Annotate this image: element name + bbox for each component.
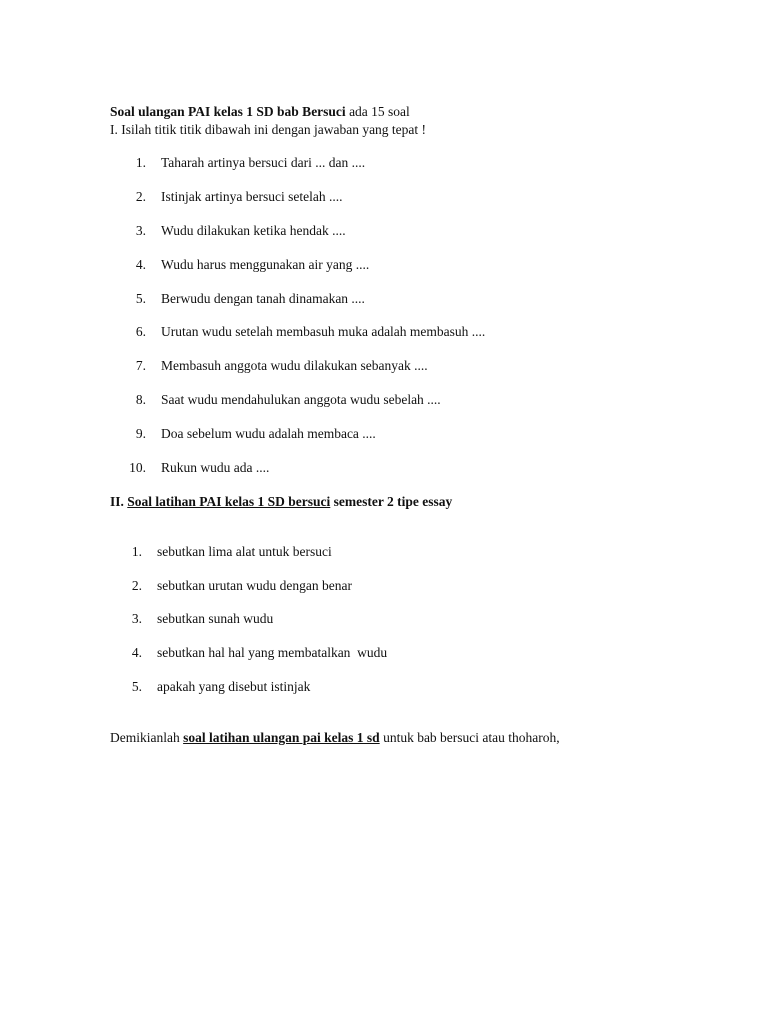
list-item-number: 1. (135, 155, 146, 170)
list-item-text: apakah yang disebut istinjak (157, 679, 311, 694)
list-item-text: sebutkan hal hal yang membatalkan wudu (157, 645, 388, 660)
list-item-number: 6. (135, 324, 146, 339)
closing-suffix: untuk bab bersuci atau thoharoh, (379, 730, 560, 745)
list-item-text: Urutan wudu setelah membasuh muka adalah membasuh .... (161, 324, 486, 339)
list-item-text: Wudu dilakukan ketika hendak .... (161, 223, 346, 238)
list-item-text: Berwudu dengan tanah dinamakan .... (161, 291, 365, 306)
closing-prefix: Demikianlah (110, 730, 184, 745)
list-item-text: Saat wudu mendahulukan anggota wudu sebelah .... (161, 392, 441, 407)
closing-link[interactable]: soal latihan ulangan pai kelas 1 sd (183, 730, 380, 745)
part2-prefix: II. (110, 494, 128, 509)
list-item-text: Taharah artinya bersuci dari ... dan .... (161, 155, 366, 170)
instruction-text: I. Isilah titik titik dibawah ini dengan jawaban yang tepat ! (110, 122, 427, 137)
list-item-text: sebutkan sunah wudu (157, 611, 274, 626)
list-item-number: 2. (135, 189, 146, 204)
list-item-number: 1. (131, 544, 142, 559)
list-item-number: 3. (135, 223, 146, 238)
list-item-text: Membasuh anggota wudu dilakukan sebanyak .... (161, 358, 428, 373)
part2-heading-link[interactable]: Soal latihan PAI kelas 1 SD bersuci (127, 494, 331, 509)
list-item-number: 9. (135, 426, 146, 441)
list-item-number: 5. (131, 679, 142, 694)
document-title (110, 104, 410, 120)
list-item-number: 4. (135, 257, 146, 272)
title-bold-text: Soal ulangan PAI kelas 1 SD bab Bersuci (110, 104, 346, 119)
part2-suffix: semester 2 tipe essay (330, 494, 453, 509)
list-item-number: 5. (135, 291, 146, 306)
list-item-number: 8. (135, 392, 146, 407)
list-item-text: sebutkan lima alat untuk bersuci (157, 544, 332, 559)
title-rest-text: ada 15 soal (345, 104, 410, 119)
list-item-text: Doa sebelum wudu adalah membaca .... (161, 426, 376, 441)
list-item-number: 3. (131, 611, 142, 626)
closing-paragraph (110, 730, 560, 746)
list-item-text: Istinjak artinya bersuci setelah .... (161, 189, 343, 204)
list-item-text: Wudu harus menggunakan air yang .... (161, 257, 370, 272)
list-item-number: 7. (135, 358, 146, 373)
part2-heading (110, 494, 452, 510)
list-item-text: Rukun wudu ada .... (161, 460, 270, 475)
list-item-number: 4. (131, 645, 142, 660)
list-item-number: 10. (129, 460, 146, 475)
list-item-text: sebutkan urutan wudu dengan benar (157, 578, 352, 593)
list-item-number: 2. (131, 578, 142, 593)
